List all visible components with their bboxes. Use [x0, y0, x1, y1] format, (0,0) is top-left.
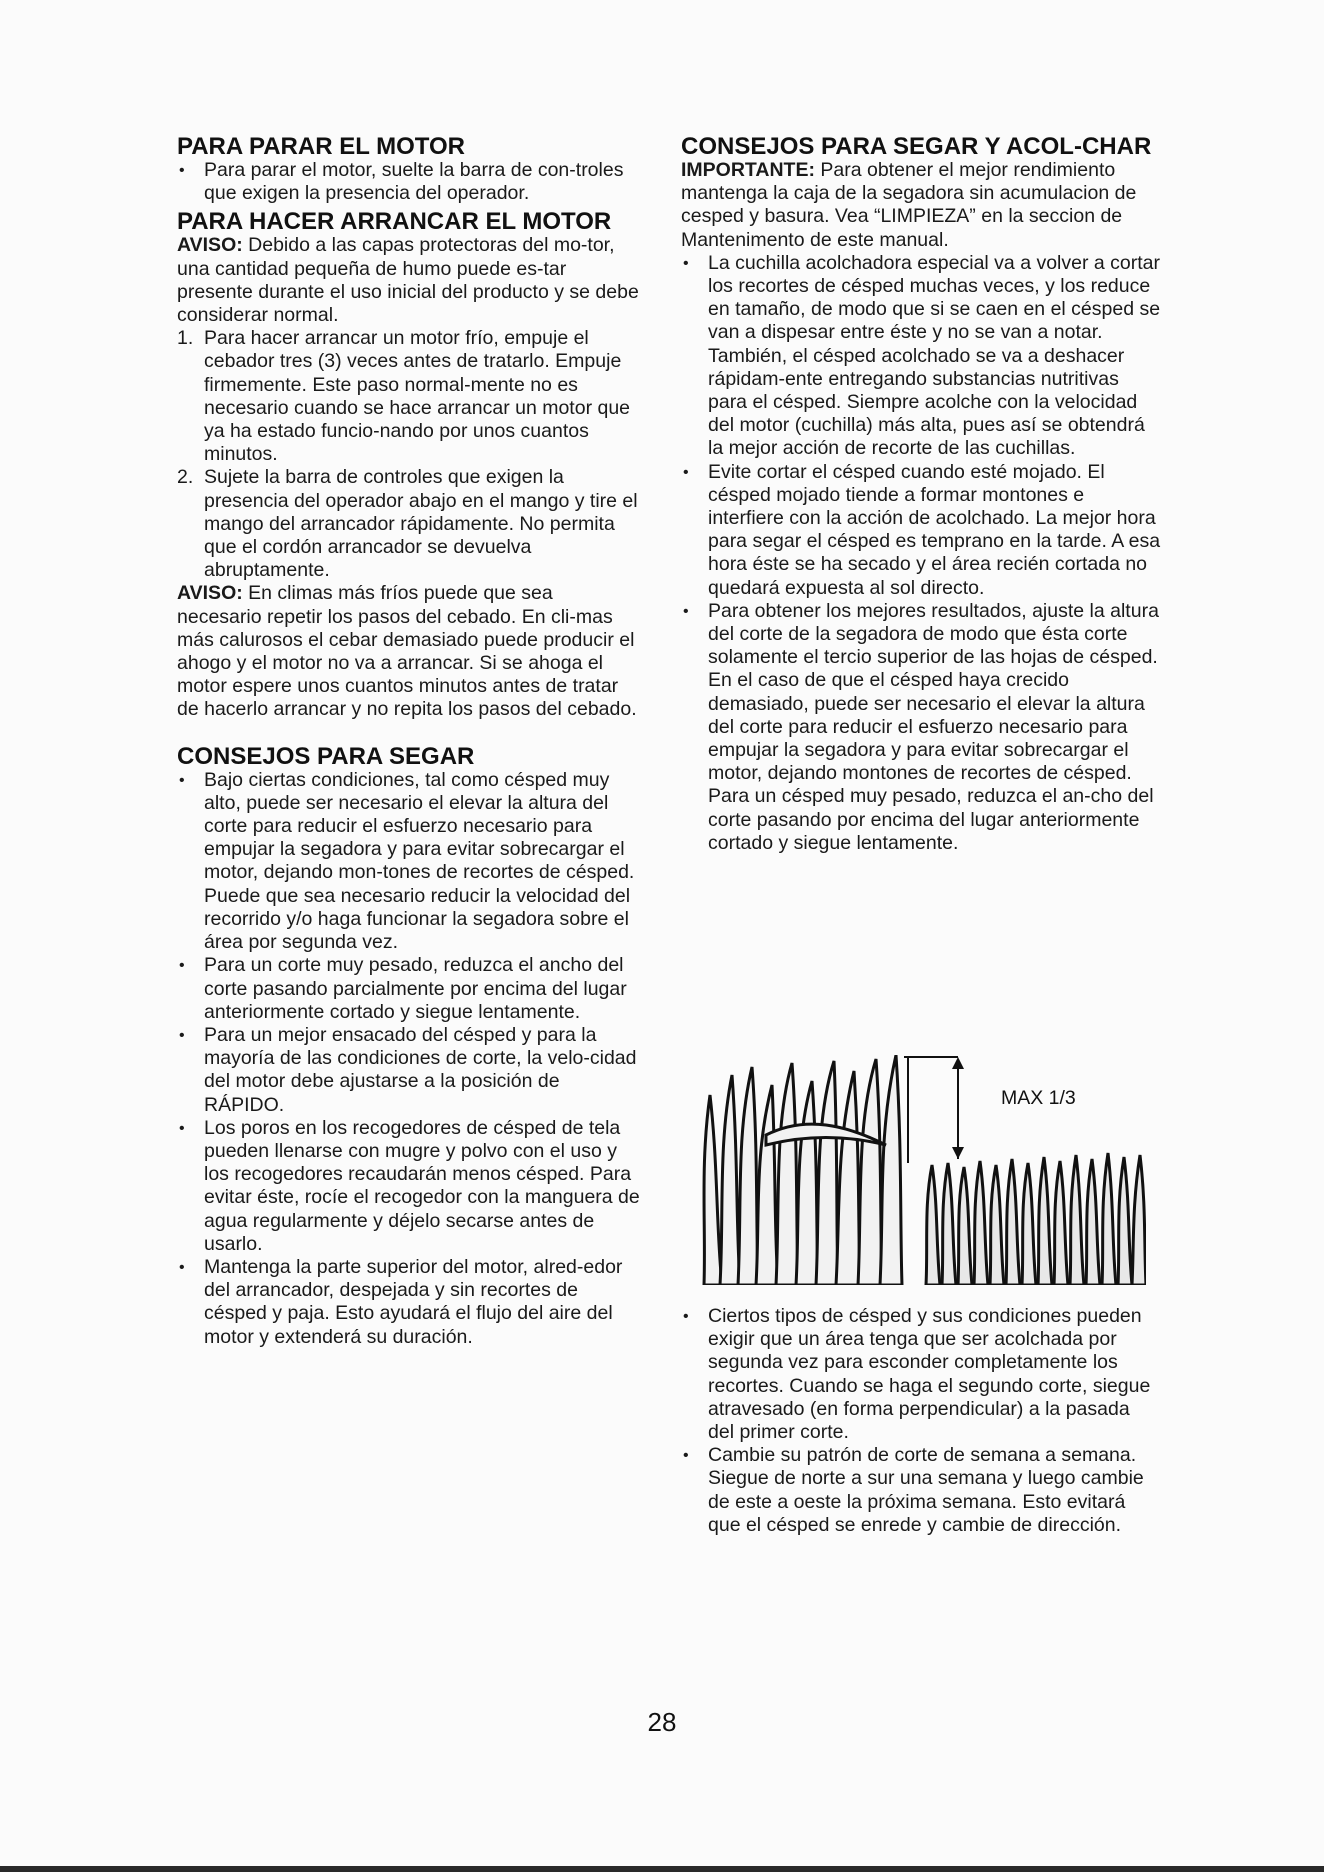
section-title-mulching-tips: CONSEJOS PARA SEGAR Y ACOL-CHAR: [681, 133, 1152, 160]
list-item: • La cuchilla acolchadora especial va a volver a cortar los recortes de césped muchas veces, y los reduce en tamaño, de modo que si se caen en el césped se van a dispesar entre éste y no se van a notar. También, el césped acolchado se va a deshacer rápidam-ente entregando substancias nutritivas para el césped. Siempre acolche con la velocidad del motor (cuchilla) más alta, pues así se obtendrá la mejor acción de recorte de las cuchillas.: [681, 252, 1161, 461]
notice-paragraph: [177, 234, 642, 327]
mowing-tips-list: [177, 769, 642, 1349]
list-item: • Mantenga la parte superior del motor, alred-edor del arrancador, despejada y sin recortes de césped y paja. Esto ayudará el flujo del aire del motor y extenderá su duración.: [177, 1256, 642, 1349]
list-item: • Bajo ciertas condiciones, tal como césped muy alto, puede ser necesario el elevar la altura del corte para reducir el esfuerzo necesario para empujar la segadora y para evitar sobrecargar el motor, dejando mon-tones de recortes de césped. Puede que sea necesario reducir la velocidad del recorrido y/o haga funcionar la segadora sobre el área por segunda vez.: [177, 769, 642, 955]
list-item: • Para un corte muy pesado, reduzca el ancho del corte pasando parcialmente por encima del lugar anteriormente cortado y siegue lentamente.: [177, 954, 642, 1024]
section-title-stop-engine: PARA PARAR EL MOTOR: [177, 133, 466, 160]
important-text: Para obtener el mejor rendimiento mantenga la caja de la segadora sin acumulacion de cesped y basura. Vea “LIMPIEZA” en la seccion de Mantenimento de este manual.: [681, 159, 1137, 251]
list-item: • Los poros en los recogedores de césped de tela pueden llenarse con mugre y polvo con el uso y los recogedores recaudarán menos césped. Para evitar éste, rocíe el recogedor con la manguera de agua regularmente y déjelo secarse antes de usarlo.: [177, 1117, 642, 1256]
right-column: [681, 134, 1161, 855]
list-item: • Ciertos tipos de césped y sus condiciones pueden exigir que un área tenga que ser acolchada por segunda vez para esconder completamente los recortes. Cuando se haga el segundo corte, siegue atravesado (en forma perpendicular) a la pasada del primer corte.: [681, 1305, 1161, 1444]
notice-text: En climas más fríos puede que sea necesario repetir los pasos del cebado. En cli-mas más calurosos el cebar demasiado puede producir el ahogo y el motor no va a arrancar. Si se ahoga el motor espere unos cuantos minutos antes de tratar de hacerlo arrancar y no repita los pasos del cebado.: [177, 582, 637, 721]
notice-paragraph: [177, 582, 642, 721]
mulching-tips-list-continued: [681, 1305, 1161, 1537]
list-item: [177, 327, 642, 466]
list-item: • Para parar el motor, suelte la barra de con-troles que exigen la presencia del operador.: [177, 159, 642, 205]
notice-label: AVISO:: [177, 582, 243, 605]
mulching-tips-list: [681, 252, 1161, 855]
important-label: IMPORTANTE:: [681, 159, 815, 181]
step-number: 2.: [177, 466, 194, 489]
page-bottom-edge: [0, 1866, 1324, 1872]
list-item: • Evite cortar el césped cuando esté mojado. El césped mojado tiende a formar montones e interfiere con la acción de acolchado. La mejor hora para segar el césped es temprano en la tarde. A esa hora éste se ha secado y el área recién cortada no quedará expuesta al sol directo.: [681, 461, 1161, 600]
important-paragraph: [681, 159, 1161, 252]
step-text: Para hacer arrancar un motor frío, empuje el cebador tres (3) veces antes de tratarlo. Empuje firmemente. Este paso normal-mente no es necesario cuando se hace arrancar un motor que ya ha estado funcio-nando por unos cuantos minutos.: [204, 327, 631, 466]
section-title-start-engine: PARA HACER ARRANCAR EL MOTOR: [177, 208, 612, 236]
start-steps-list: [177, 327, 642, 582]
step-text: Sujete la barra de controles que exigen la presencia del operador abajo en el mango y tire el mango del arrancador rápidamente. No permita que el cordón arrancador se devuelva abruptamente.: [204, 466, 638, 582]
list-item: • Para obtener los mejores resultados, ajuste la altura del corte de la segadora de modo que ésta corte solamente el tercio superior de las hojas de césped. En el caso de que el césped haya crecido demasiado, puede ser necesario el elevar la altura del corte para reducir el esfuerzo necesario para empujar la segadora y para evitar sobrecargar el motor, dejando montones de recortes de césped. Para un césped muy pesado, reduzca el an-cho del corte pasando por encima del lugar anteriormente cortado y siegue lentamente.: [681, 600, 1161, 855]
notice-text: Debido a las capas protectoras del mo-tor, una cantidad pequeña de humo puede es-tar presente durante el uso inicial del producto y se debe considerar normal.: [177, 234, 639, 327]
list-item: [177, 466, 642, 582]
list-item: • Para un mejor ensacado del césped y para la mayoría de las condiciones de corte, la velo-cidad del motor debe ajustarse a la posición de RÁPIDO.: [177, 1024, 642, 1117]
max-height-label: MAX 1/3: [1001, 1087, 1076, 1109]
list-item: • Cambie su patrón de corte de semana a semana. Siegue de norte a sur una semana y luego cambie de este a oeste la próxima semana. Esto evitará que el césped se enrede y cambie de dirección.: [681, 1444, 1161, 1537]
page-number: 28: [647, 1707, 677, 1737]
section-title-mowing-tips: CONSEJOS PARA SEGAR: [177, 742, 475, 770]
left-column: [177, 134, 642, 1349]
grass-height-illustration: [696, 1055, 1146, 1285]
notice-label: AVISO:: [177, 234, 243, 257]
step-number: 1.: [177, 327, 194, 350]
stop-engine-list: [177, 159, 642, 205]
right-column-lower: [681, 1305, 1161, 1537]
